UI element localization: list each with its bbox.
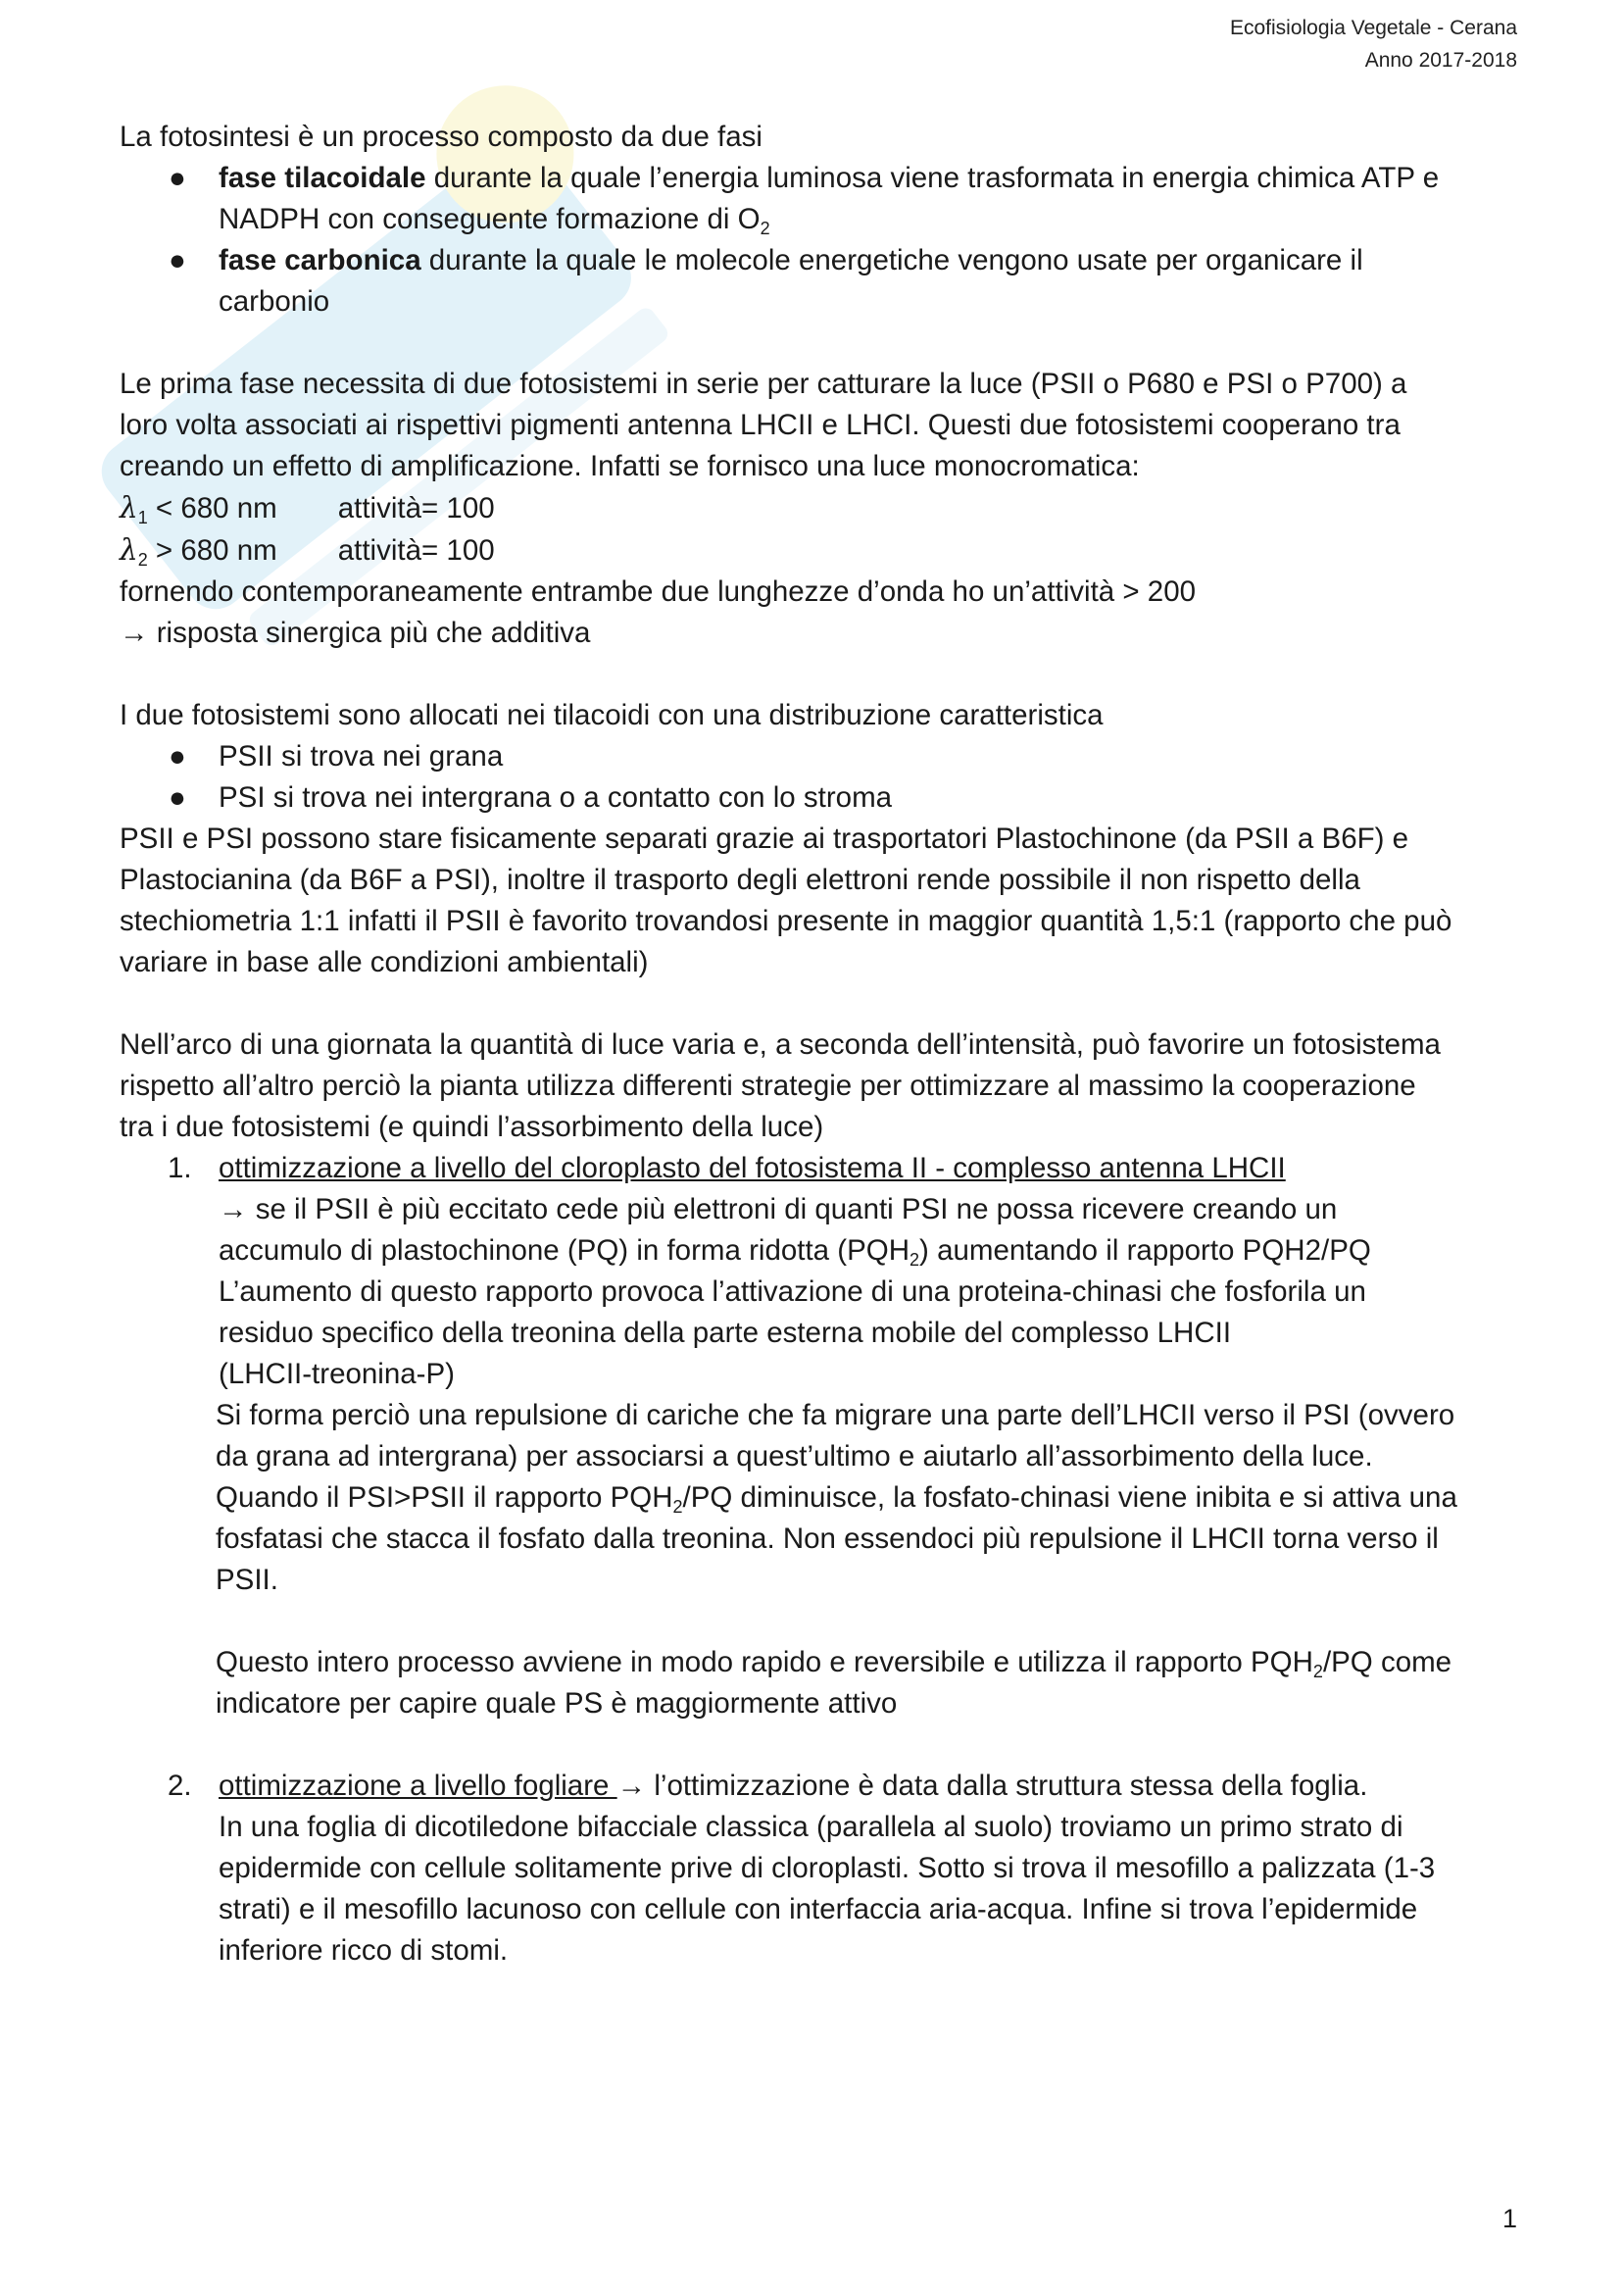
text-line: inferiore ricco di stomi. bbox=[219, 1934, 509, 1967]
subscript: 2 bbox=[910, 1250, 920, 1270]
item-number: 2. bbox=[168, 1770, 192, 1802]
bullet-icon: ● bbox=[169, 781, 186, 814]
text-line: fosfatasi che stacca il fosfato dalla treonina. Non essendoci più repulsione il LHCII torna verso il bbox=[216, 1522, 1439, 1555]
text-line: rispetto all’altro perciò la pianta utilizza differenti strategie per ottimizzare al massimo la cooperazione bbox=[120, 1070, 1416, 1102]
subscript: 2 bbox=[760, 219, 770, 238]
subscript: 1 bbox=[137, 508, 148, 527]
bullet-item bbox=[120, 777, 1521, 819]
text-line: epidermide con cellule solitamente prive di cloroplasti. Sotto si trova il mesofillo a palizzata (1-3 bbox=[219, 1852, 1436, 1884]
text-span: → l’ottimizzazione è data dalla struttura stessa della foglia. bbox=[616, 1770, 1368, 1802]
item-title: ottimizzazione a livello fogliare bbox=[219, 1770, 617, 1802]
text-line: strati) e il mesofillo lacunoso con cellule con interfaccia aria-acqua. Infine si trova l’epidermide bbox=[219, 1893, 1418, 1925]
text-span: durante la quale l’energia luminosa viene trasformata in energia chimica ATP e bbox=[425, 162, 1440, 194]
text-line: carbonio bbox=[219, 285, 330, 318]
text-span: attività= 100 bbox=[337, 534, 495, 567]
text-line: fornendo contemporaneamente entrambe due lunghezze d’onda ho un’attività > 200 bbox=[120, 575, 1197, 608]
text-line: residuo specifico della treonina della parte esterna mobile del complesso LHCII bbox=[219, 1317, 1232, 1349]
text-line: Le prima fase necessita di due fotosistemi in serie per catturare la luce (PSII o P680 e PSI o P700) a bbox=[120, 368, 1407, 400]
text-line: da grana ad intergrana) per associarsi a quest’ultimo e aiutarlo all’assorbimento della luce. bbox=[216, 1440, 1373, 1472]
subscript: 2 bbox=[1312, 1662, 1323, 1681]
text-span: accumulo di plastochinone (PQ) in forma ridotta (PQH bbox=[219, 1234, 910, 1267]
text-span: Questo intero processo avviene in modo rapido e reversibile e utilizza il rapporto PQH bbox=[216, 1646, 1313, 1678]
text-line: Si forma perciò una repulsione di cariche che fa migrare una parte dell’LHCII verso il PSI (ovvero bbox=[216, 1399, 1455, 1431]
page-number: 1 bbox=[1501, 2204, 1517, 2233]
header-course: Ecofisiologia Vegetale - Cerana bbox=[1229, 17, 1517, 39]
text-line: PSII. bbox=[216, 1564, 278, 1596]
text-span: NADPH con conseguente formazione di O bbox=[219, 203, 761, 235]
bullet-item bbox=[120, 158, 1521, 240]
text-line: tra i due fotosistemi (e quindi l’assorbimento della luce) bbox=[120, 1111, 824, 1143]
subscript: 2 bbox=[672, 1497, 683, 1517]
text-line: PSII si trova nei grana bbox=[219, 740, 504, 773]
bullet-item bbox=[120, 240, 1521, 323]
wavelength-row bbox=[120, 529, 1521, 572]
text-line: PSI si trova nei intergrana o a contatto con lo stroma bbox=[219, 781, 893, 814]
text-span: /PQ come bbox=[1322, 1646, 1452, 1678]
text-line: → se il PSII è più eccitato cede più elettroni di quanti PSI ne possa ricevere creando un bbox=[219, 1193, 1338, 1225]
text-line: Nell’arco di una giornata la quantità di luce varia e, a seconda dell’intensità, può favorire un fotosistema bbox=[120, 1028, 1441, 1061]
numbered-item bbox=[120, 1148, 1521, 1395]
text-line: → risposta sinergica più che additiva bbox=[120, 617, 591, 649]
wavelength-row bbox=[120, 487, 1521, 529]
bullet-item bbox=[120, 736, 1521, 777]
text-span: > 680 nm bbox=[147, 534, 277, 567]
text-line: stechiometria 1:1 infatti il PSII è favorito trovandosi presente in maggior quantità 1,5:1 (rapporto che può bbox=[120, 905, 1452, 937]
text-span: /PQ diminuisce, la fosfato-chinasi viene inibita e si attiva una bbox=[682, 1481, 1457, 1514]
text-line: loro volta associati ai rispettivi pigmenti antenna LHCII e LHCI. Questi due fotosistemi cooperano tra bbox=[120, 409, 1401, 441]
text-span: Quando il PSI>PSII il rapporto PQH bbox=[216, 1481, 673, 1514]
text-line: In una foglia di dicotiledone bifacciale classica (parallela al suolo) troviamo un primo strato di bbox=[219, 1811, 1403, 1843]
text-span: durante la quale le molecole energetiche vengono usate per organicare il bbox=[420, 244, 1363, 276]
text-line: Plastocianina (da B6F a PSI), inoltre il trasporto degli elettroni rende possibile il non rispetto della bbox=[120, 864, 1360, 896]
text-line: PSII e PSI possono stare fisicamente separati grazie ai trasportatori Plastochinone (da PSII a B6F) e bbox=[120, 823, 1409, 855]
document-body bbox=[120, 117, 1521, 1972]
text-line: variare in base alle condizioni ambientali) bbox=[120, 946, 649, 978]
text-span: attività= 100 bbox=[337, 492, 495, 524]
item-paragraph bbox=[120, 1395, 1521, 1724]
intro-line: La fotosintesi è un processo composto da due fasi bbox=[120, 121, 762, 153]
page-header bbox=[1230, 12, 1517, 76]
bold-term: fase tilacoidale bbox=[219, 162, 426, 194]
bold-term: fase carbonica bbox=[219, 244, 421, 276]
text-line: L’aumento di questo rapporto provoca l’attivazione di una proteina-chinasi che fosforila un bbox=[219, 1275, 1366, 1308]
item-number: 1. bbox=[168, 1152, 192, 1184]
lambda-symbol: λ bbox=[120, 533, 138, 567]
text-line: I due fotosistemi sono allocati nei tilacoidi con una distribuzione caratteristica bbox=[120, 699, 1104, 731]
bullet-icon: ● bbox=[169, 244, 186, 276]
text-line: creando un effetto di amplificazione. Infatti se fornisco una luce monocromatica: bbox=[120, 450, 1140, 482]
bullet-icon: ● bbox=[169, 162, 186, 194]
bullet-icon: ● bbox=[169, 740, 186, 773]
text-line: (LHCII-treonina-P) bbox=[219, 1358, 455, 1390]
text-span: ) aumentando il rapporto PQH2/PQ bbox=[919, 1234, 1371, 1267]
item-title: ottimizzazione a livello del cloroplasto del fotosistema II - complesso antenna LHCII bbox=[219, 1152, 1286, 1184]
lambda-symbol: λ bbox=[120, 491, 138, 524]
text-line: indicatore per capire quale PS è maggiormente attivo bbox=[216, 1687, 898, 1720]
text-span: < 680 nm bbox=[147, 492, 277, 524]
subscript: 2 bbox=[137, 550, 148, 570]
numbered-item bbox=[120, 1766, 1521, 1972]
header-year: Anno 2017-2018 bbox=[1364, 49, 1517, 72]
